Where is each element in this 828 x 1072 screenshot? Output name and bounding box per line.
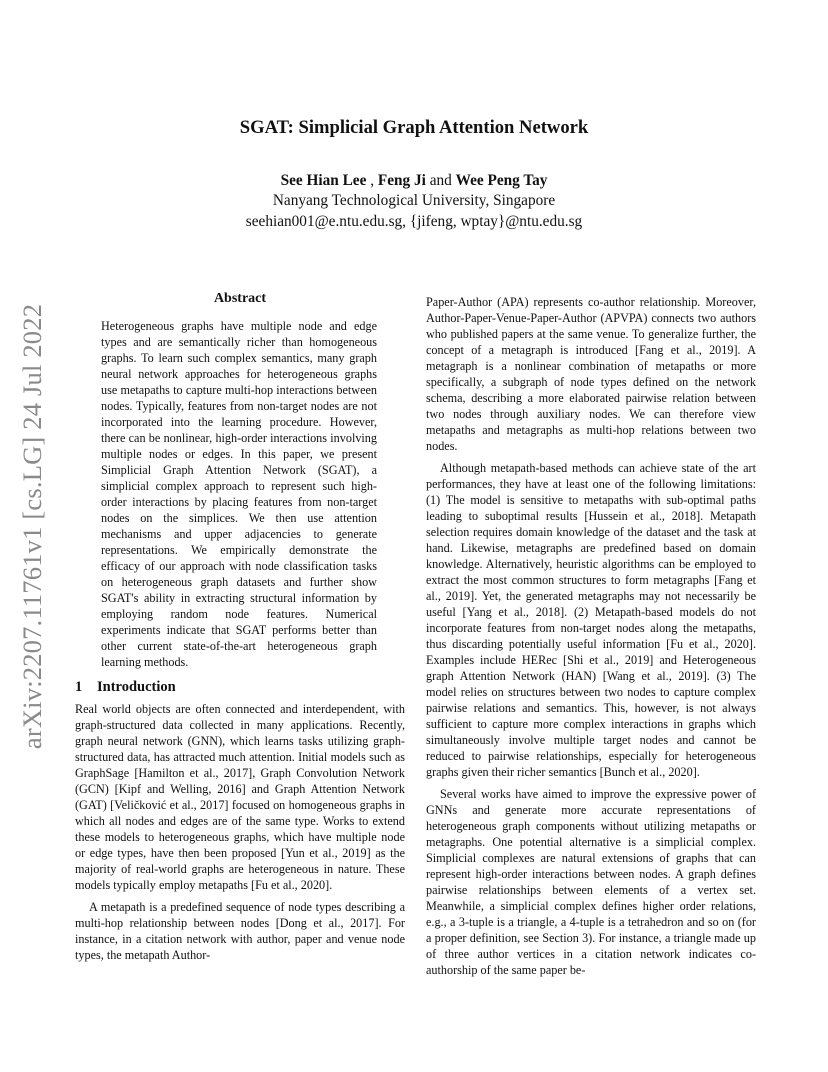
author-affiliation: Nanyang Technological University, Singapore [272, 192, 556, 209]
section-heading [75, 679, 176, 696]
paragraph: Paper-Author (APA) represents co-author relationship. Moreover, Author-Paper-Venue-Paper-Author (APVPA) connects two authors who published papers at the same venue. To generalize further, the concept of a metagraph is introduced [Fang et al., 2019]. A metagraph is a nonlinear combination of metapaths or more specifically, a subgraph of node types defined on the network schema, describing a more elaborated pairwise relation between two nodes through auxiliary nodes. We can therefore view metapaths and metagraphs as multi-hop relations between two nodes. [426, 295, 756, 453]
arxiv-identifier-stamp [5, 296, 61, 756]
author-name: Feng Ji [377, 172, 426, 189]
abstract-heading: Abstract [213, 291, 267, 306]
author-separator: , [366, 172, 378, 189]
author-separator: and [425, 172, 456, 189]
abstract-text: Heterogeneous graphs have multiple node and edge types and are semantically richer than homogeneous graphs. To learn such complex semantics, many graph neural network approaches for heterogeneous graphs use metapaths to capture multi-hop interactions between nodes. Typically, features from non-target nodes are not incorporated into the learning procedure. However, there can be nonlinear, high-order interactions involving multiple nodes or edges. In this paper, we present Simplicial Graph Attention Network (SGAT), a simplicial complex approach to represent such high-order interactions by placing features from non-target nodes on the simplices. We then use attention mechanisms and upper adjacencies to generate representations. We empirically demonstrate the efficacy of our approach with node classification tasks on heterogeneous graph datasets and further show SGAT's ability in extracting structural information by employing random node features. Numerical experiments indicate that SGAT performs better than other current state-of-the-art heterogeneous graph learning methods. [101, 319, 377, 669]
paragraph: Several works have aimed to improve the expressive power of GNNs and generate more accurate representations of heterogeneous graph components without utilizing metapaths or metagraphs. One potential alternative is a simplicial complex. Simplicial complexes are natural extensions of graphs that can represent high-order interactions between nodes. A graph defines pairwise relationships between elements of a vertex set. Meanwhile, a simplicial complex defines higher order relations, e.g., a 3-tuple is a triangle, a 4-tuple is a tetrahedron and so on (for a proper definition, see Section 3). For instance, a triangle made up of three author vertices in a citation network indicates co-authorship of the same paper be- [426, 787, 756, 977]
section-title: Introduction [97, 679, 176, 695]
author-name: Wee Peng Tay [455, 172, 548, 189]
introduction-body [75, 701, 405, 963]
section-number: 1 [75, 679, 83, 695]
right-column-body [426, 294, 756, 978]
author-emails: seehian001@e.ntu.edu.sg, {jifeng, wptay}@ntu.edu.sg [245, 213, 583, 230]
paragraph: Real world objects are often connected and interdependent, with graph-structured data collected in many applications. Recently, graph neural network (GNN), which learns tasks utilizing graph-structured data, has attracted much attention. Initial models such as GraphSage [Hamilton et al., 2017], Graph Convolution Network (GCN) [Kipf and Welling, 2016] and Graph Attention Network (GAT) [Veličković et al., 2017] focused on homogeneous graphs in which all nodes and edges are of the same type. Works to extend these models to heterogeneous graphs, which have multiple node or edge types, have then been proposed [Yun et al., 2019] as the majority of real-world graphs are heterogeneous in nature. These models typically employ metapaths [Fu et al., 2020]. [75, 702, 405, 892]
paper-title: SGAT: Simplicial Graph Attention Network [239, 117, 589, 138]
arxiv-stamp-text: arXiv:2207.11761v1 [cs.LG] 24 Jul 2022 [17, 303, 48, 749]
author-list [0, 172, 828, 190]
paragraph: Although metapath-based methods can achieve state of the art performances, they have at least one of the following limitations: (1) The model is sensitive to metapaths with sub-optimal paths leading to suboptimal results [Hussein et al., 2018]. Metapath selection requires domain knowledge of the dataset and the task at hand. Likewise, metagraphs are predefined based on domain knowledge. Alternatively, heuristic algorithms can be employed to extract the most common structures to form metagraphs [Fang et al., 2019]. Yet, the generated metagraphs may not necessarily be useful [Yang et al., 2018]. (2) Metapath-based models do not incorporate features from non-target nodes along the metapaths, thus discarding potentially useful information [Fu et al., 2020]. Examples include HERec [Shi et al., 2019] and Heterogeneous graph Attention Network (HAN) [Wang et al., 2019]. (3) The model relies on structures between two nodes to capture complex pairwise relations and semantics. This, however, is not always sufficient to capture more complex interactions in graphs which simultaneously involve multiple target nodes and cannot be reduced to pairwise relationships, especially for heterogeneous graphs given their richer semantics [Bunch et al., 2020]. [426, 461, 756, 779]
paragraph: A metapath is a predefined sequence of node types describing a multi-hop relationship between nodes [Dong et al., 2017]. For instance, in a citation network with author, paper and venue node types, the metapath Author- [75, 900, 405, 962]
author-name: See Hian Lee [280, 172, 367, 189]
